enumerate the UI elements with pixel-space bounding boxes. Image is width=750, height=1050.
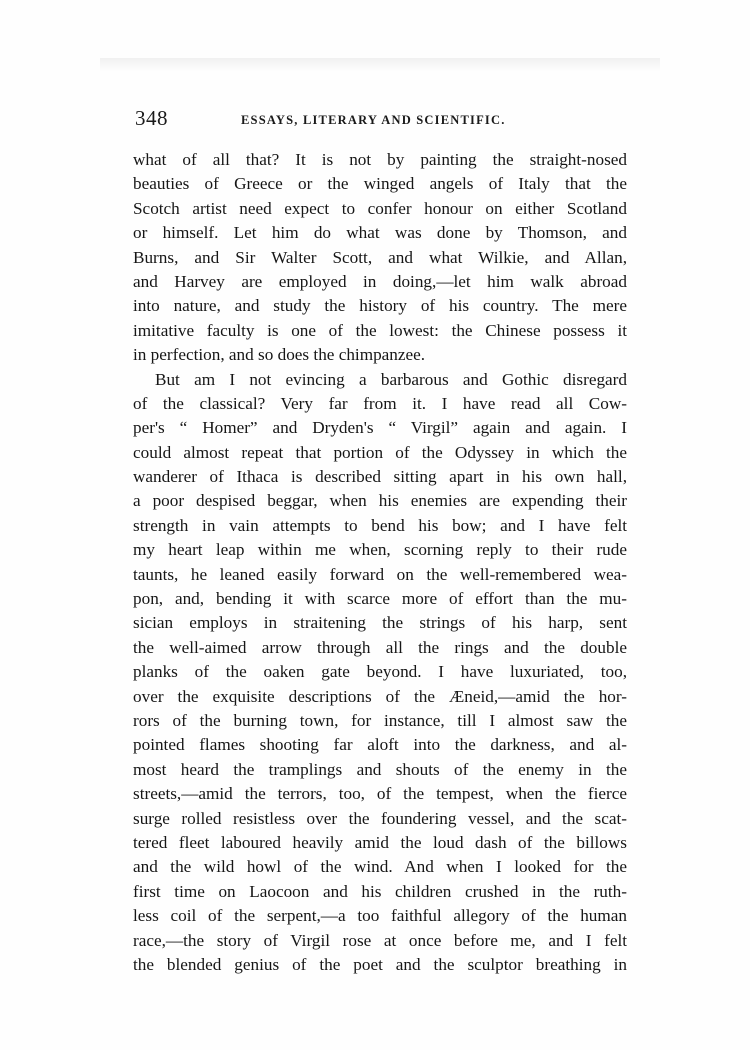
text-line: first time on Laocoon and his children crushed in the ruth- — [133, 881, 627, 901]
text-line: Burns, and Sir Walter Scott, and what Wilkie, and Allan, — [133, 247, 627, 267]
text-line: wanderer of Ithaca is described sitting apart in his own hall, — [133, 467, 627, 487]
text-line: per's “ Homer” and Dryden's “ Virgil” again and again. I — [133, 418, 627, 438]
text-line: or himself. Let him do what was done by Thomson, and — [133, 223, 627, 243]
paragraph-start-line: But am I not evincing a barbarous and Gothic disregard — [155, 369, 627, 389]
text-line: less coil of the serpent,—a too faithful allegory of the human — [133, 906, 627, 926]
text-line: sician employs in straitening the strings of his harp, sent — [133, 613, 627, 633]
text-line: Scotch artist need expect to confer honour on either Scotland — [133, 198, 627, 218]
text-line: the well-aimed arrow through all the rings and the double — [133, 637, 627, 657]
text-line: most heard the tramplings and shouts of the enemy in the — [133, 759, 627, 779]
text-line: over the exquisite descriptions of the Æneid,—amid the hor- — [133, 686, 627, 706]
text-line: taunts, he leaned easily forward on the well-remembered wea- — [133, 564, 627, 584]
text-line: tered fleet laboured heavily amid the loud dash of the billows — [133, 832, 627, 852]
running-head: ESSAYS, LITERARY AND SCIENTIFIC. — [241, 113, 506, 127]
page-header — [135, 106, 625, 136]
text-line: pointed flames shooting far aloft into the darkness, and al- — [133, 735, 627, 755]
text-line: pon, and, bending it with scarce more of effort than the mu- — [133, 589, 627, 609]
text-line: strength in vain attempts to bend his bow; and I have felt — [133, 515, 627, 535]
text-line: surge rolled resistless over the foundering vessel, and the scat- — [133, 808, 627, 828]
text-line: what of all that? It is not by painting the straight-nosed — [133, 150, 627, 169]
text-line: and the wild howl of the wind. And when I looked for the — [133, 857, 627, 877]
text-line: beauties of Greece or the winged angels of Italy that the — [133, 174, 627, 194]
page-number: 348 — [135, 106, 168, 130]
text-line: a poor despised beggar, when his enemies are expending their — [133, 491, 627, 511]
body-text — [133, 148, 627, 977]
text-line: race,—the story of Virgil rose at once before me, and I felt — [133, 930, 627, 950]
text-line: planks of the oaken gate beyond. I have luxuriated, too, — [133, 662, 627, 682]
text-line: streets,—amid the terrors, too, of the tempest, when the fierce — [133, 784, 627, 804]
text-line: of the classical? Very far from it. I have read all Cow- — [133, 393, 627, 413]
text-line: rors of the burning town, for instance, till I almost saw the — [133, 710, 627, 730]
text-line: could almost repeat that portion of the Odyssey in which the — [133, 442, 627, 462]
text-line: imitative faculty is one of the lowest: the Chinese possess it — [133, 320, 627, 340]
scan-shadow — [100, 58, 660, 72]
text-line: my heart leap within me when, scorning reply to their rude — [133, 540, 627, 560]
text-line: and Harvey are employed in doing,—let him walk abroad — [133, 271, 627, 291]
text-line: the blended genius of the poet and the sculptor breathing in — [133, 954, 627, 974]
text-line: into nature, and study the history of his country. The mere — [133, 296, 627, 316]
text-line: in perfection, and so does the chimpanzee. — [133, 345, 426, 365]
